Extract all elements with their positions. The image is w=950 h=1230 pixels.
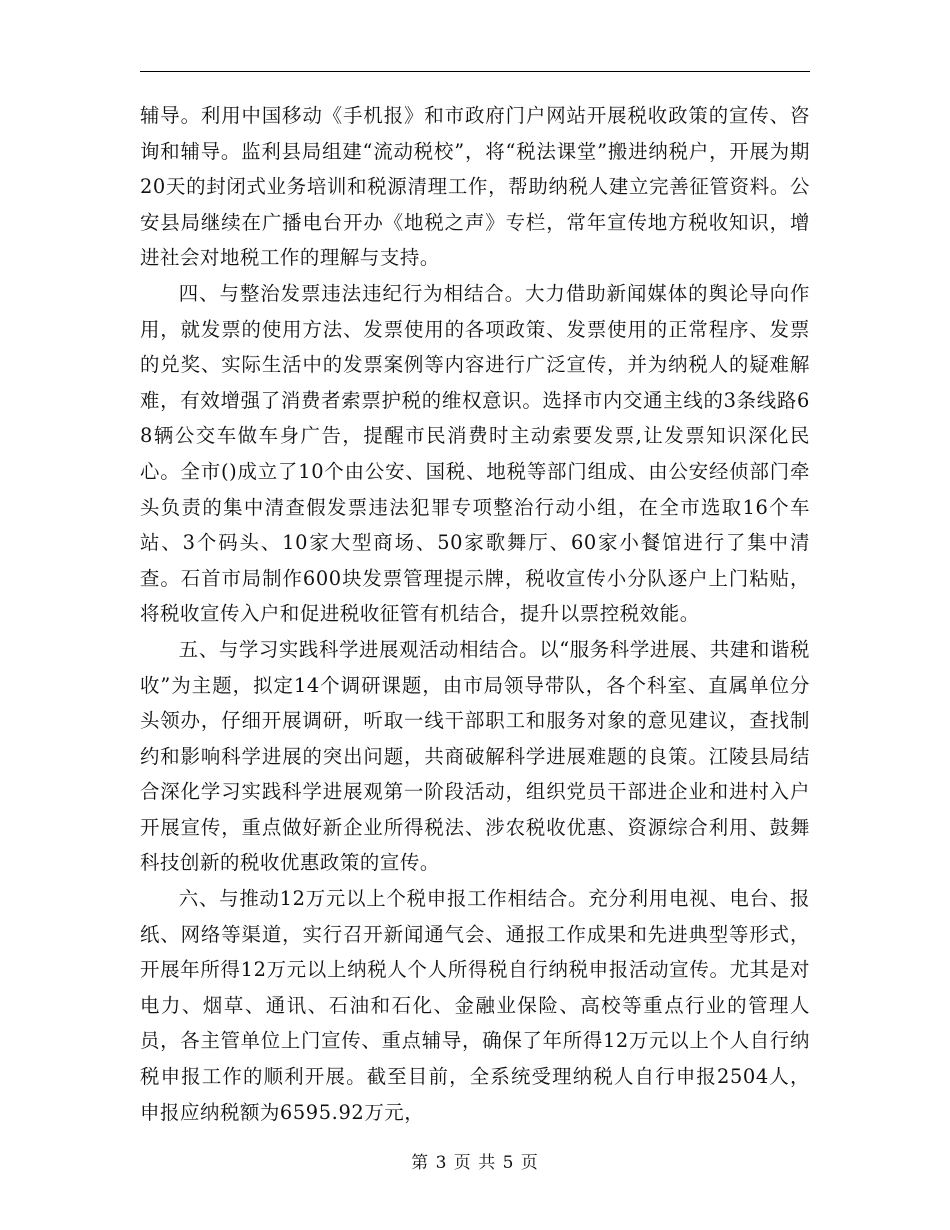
page-number-footer: 第 3 页 共 5 页: [411, 1153, 539, 1173]
paragraph-2: 四、与整治发票违法违纪行为相结合。大力借助新闻媒体的舆论导向作用，就发票的使用方法、发票使用的各项政策、发票使用的正常程序、发票的兑奖、实际生活中的发票案例等内容进行广泛宣传，并为纳税人的疑难解难，有效增强了消费者索票护税的维权意识。选择市内交通主线的3条线路68辆公交车做车身广告，提醒市民消费时主动索要发票,让发票知识深化民心。全市()成立了10个由公安、国税、地税等部门组成、由公安经侦部门牵头负责的集中清查假发票违法犯罪专项整治行动小组，在全市选取16个车站、3个码头、10家大型商场、50家歌舞厅、60家小餐馆进行了集中清查。石首市局制作600块发票管理提示牌，税收宣传小分队逐户上门粘贴，将税收宣传入户和促进税收征管有机结合，提升以票控税效能。: [140, 281, 810, 626]
paragraph-4: 六、与推动12万元以上个税申报工作相结合。充分利用电视、电台、报纸、网络等渠道，实行召开新闻通气会、通报工作成果和先进典型等形式，开展年所得12万元以上纳税人个人所得税自行纳税申报活动宣传。尤其是对电力、烟草、通讯、石油和石化、金融业保险、高校等重点行业的管理人员，各主管单位上门宣传、重点辅导，确保了年所得12万元以上个人自行纳税申报工作的顺利开展。截至目前，全系统受理纳税人自行申报2504人，申报应纳税额为6595.92万元，: [140, 887, 810, 1124]
paragraph-3: 五、与学习实践科学进展观活动相结合。以“服务科学进展、共建和谐税收”为主题，拟定14个调研课题，由市局领导带队，各个科室、直属单位分头领办，仔细开展调研，听取一线干部职工和服务对象的意见建议，查找制约和影响科学进展的突出问题，共商破解科学进展难题的良策。江陵县局结合深化学习实践科学进展观第一阶段活动，组织党员干部进企业和进村入户开展宣传，重点做好新企业所得税法、涉农税收优惠、资源综合利用、鼓舞科技创新的税收优惠政策的宣传。: [140, 637, 810, 875]
body-text: [140, 98, 810, 1130]
paragraph-1: 辅导。利用中国移动《手机报》和市政府门户网站开展税收政策的宣传、咨询和辅导。监利县局组建“流动税校”，将“税法课堂”搬进纳税户，开展为期20天的封闭式业务培训和税源清理工作，帮助纳税人建立完善征管资料。公安县局继续在广播电台开办《地税之声》专栏，常年宣传地方税收知识，增进社会对地税工作的理解与支持。: [140, 104, 810, 270]
header-rule: [140, 71, 810, 72]
